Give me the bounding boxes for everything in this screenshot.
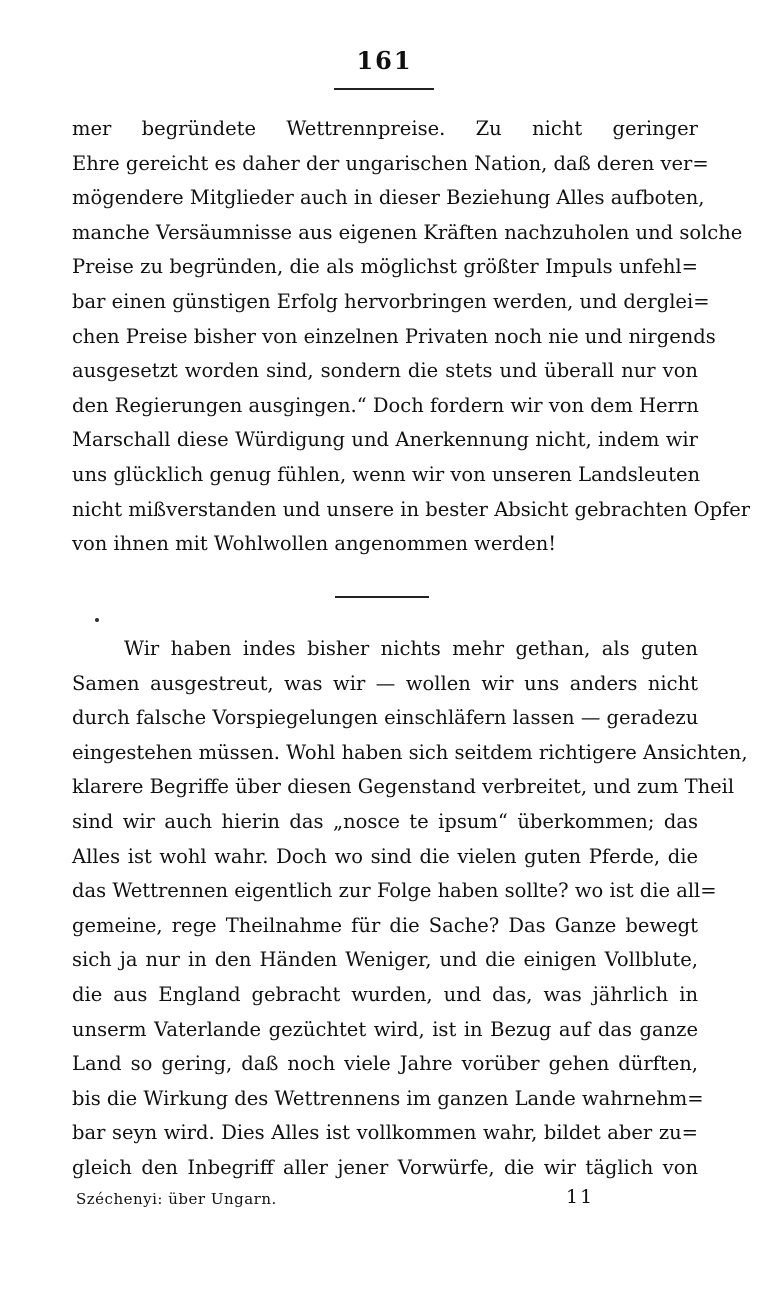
section-divider [335, 596, 429, 598]
paragraph-1 [72, 112, 751, 562]
text-line: uns glücklich genug fühlen, wenn wir von unseren Landsleuten [72, 462, 701, 486]
text-line: das Wettrennen eigentlich zur Folge haben sollte? wo ist die all= [72, 879, 717, 903]
text-line: bar einen günstigen Erfolg hervorbringen werden, und derglei= [72, 289, 710, 313]
text-line: von ihnen mit Wohlwollen angenommen werden! [72, 532, 557, 556]
text-line: bis die Wirkung des Wettrennens im ganzen Lande wahrnehm= [72, 1086, 704, 1110]
text-line: nicht mißverstanden und unsere in bester Absicht gebrachten Opfer [72, 497, 751, 521]
text-line: ausgesetzt worden sind, sondern die stets und überall nur von [72, 359, 698, 383]
footer-author: Széchenyi: über Ungarn. [76, 1190, 277, 1208]
text-line: gleich den Inbegriff aller jener Vorwürfe, die wir täglich von [72, 1155, 698, 1179]
paragraph-2 [72, 632, 748, 1186]
footer-signature: 11 [566, 1186, 595, 1208]
text-line: die aus England gebracht wurden, und das, was jährlich in [72, 982, 698, 1006]
text-line: Marschall diese Würdigung und Anerkennung nicht, indem wir [72, 428, 698, 452]
ink-mark [95, 618, 99, 622]
text-line: mögendere Mitglieder auch in dieser Beziehung Alles aufboten, [72, 186, 705, 210]
text-line: sind wir auch hierin das „nosce te ipsum“ überkommen; das [72, 809, 698, 833]
text-line: Preise zu begründen, die als möglichst größter Impuls unfehl= [72, 255, 698, 279]
text-line: bar seyn wird. Dies Alles ist vollkommen wahr, bildet aber zu= [72, 1121, 698, 1145]
text-line: unserm Vaterlande gezüchtet wird, ist in Bezug auf das ganze [72, 1017, 698, 1041]
text-line: chen Preise bisher von einzelnen Privaten noch nie und nirgends [72, 324, 716, 348]
page-number: 161 [356, 46, 413, 75]
text-line: Alles ist wohl wahr. Doch wo sind die vielen guten Pferde, die [72, 844, 698, 868]
text-line: durch falsche Vorspiegelungen einschläfern lassen — geradezu [72, 706, 699, 730]
text-line: eingestehen müssen. Wohl haben sich seitdem richtigere Ansichten, [72, 740, 748, 764]
text-line: gemeine, rege Theilnahme für die Sache? Das Ganze bewegt [72, 913, 698, 937]
text-line: den Regierungen ausgingen.“ Doch fordern wir von dem Herrn [72, 393, 699, 417]
text-line: klarere Begriffe über diesen Gegenstand verbreitet, und zum Theil [72, 775, 735, 799]
text-line: Wir haben indes bisher nichts mehr gethan, als guten [124, 637, 698, 660]
text-line: Land so gering, daß noch viele Jahre vorüber gehen dürften, [72, 1052, 698, 1076]
text-line: manche Versäumnisse aus eigenen Kräften nachzuholen und solche [72, 220, 743, 244]
header-rule [334, 88, 434, 90]
text-line: mer begründete Wettrennpreise. Zu nicht geringer [72, 117, 698, 140]
text-line: Samen ausgestreut, was wir — wollen wir uns anders nicht [72, 671, 698, 695]
text-line: sich ja nur in den Händen Weniger, und die einigen Vollblute, [72, 948, 698, 972]
text-line: Ehre gereicht es daher der ungarischen Nation, daß deren ver= [72, 151, 709, 175]
